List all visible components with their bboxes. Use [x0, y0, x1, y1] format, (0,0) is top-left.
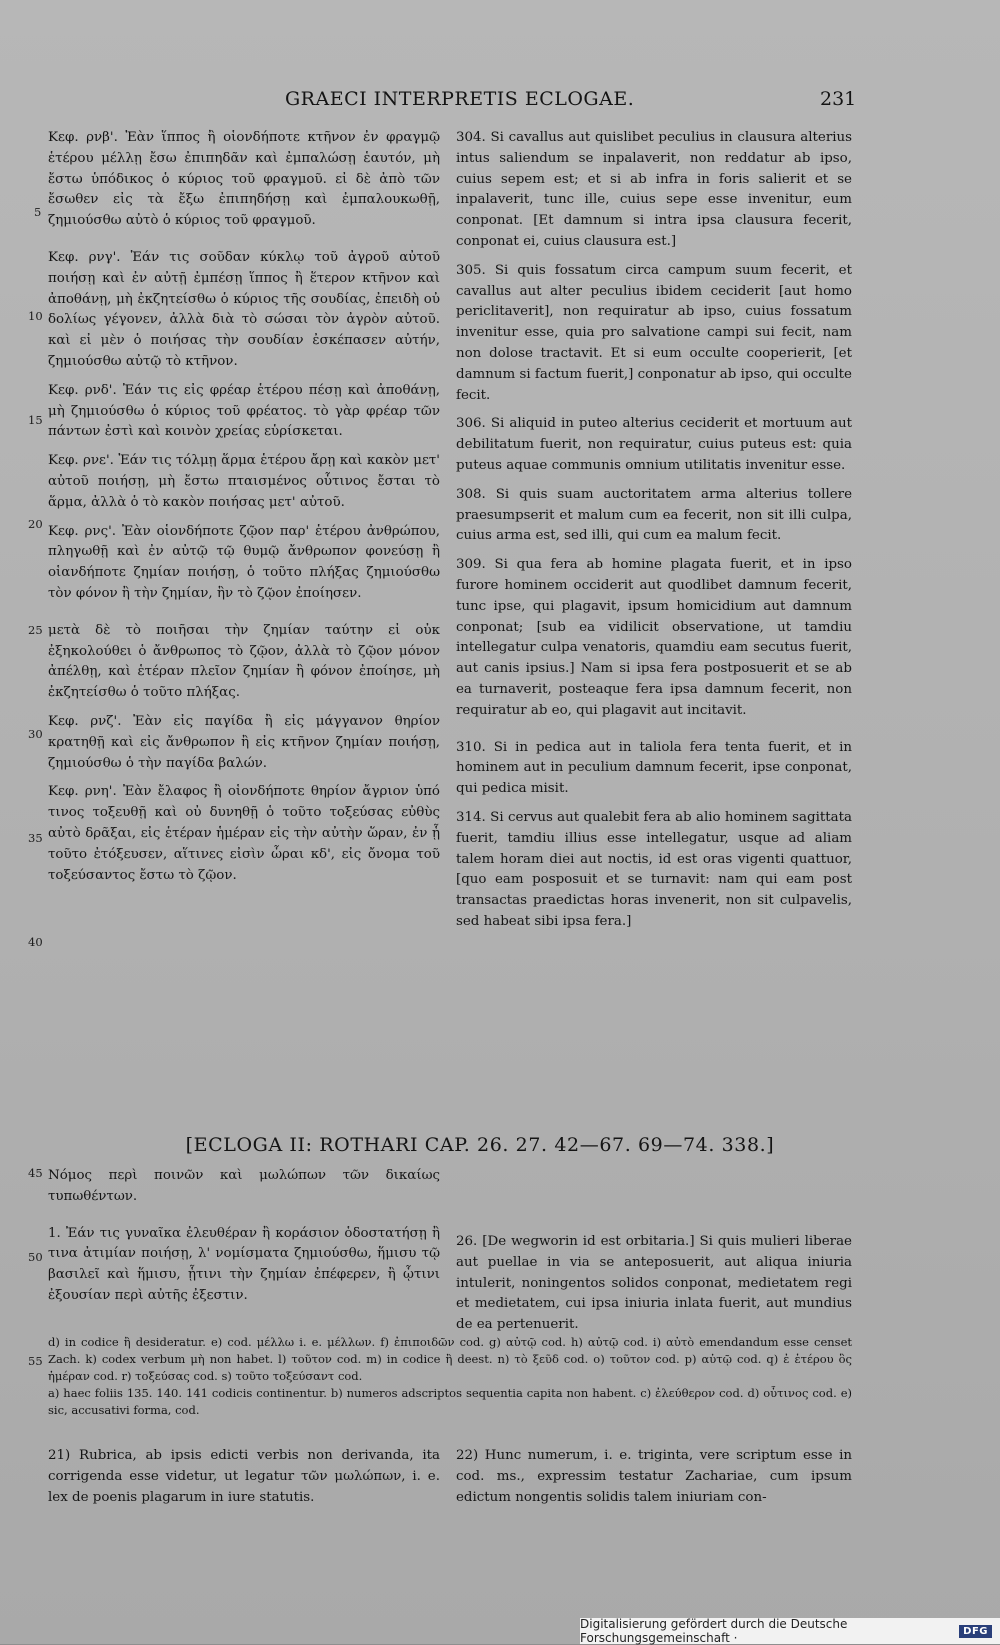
- line-number-15: 15: [28, 413, 43, 427]
- latin-chapter-310: 310. Si in pedica aut in taliola fera tenta fuerit, et in hominem aut in peculium damnum fecerit, ipse conponat, qui pedica misit.: [456, 739, 852, 797]
- line-number-20: 20: [28, 517, 43, 531]
- latin-chapter-309: 309. Si qua fera ab homine plagata fuerit, et in ipso furore hominem occiderit aut quodlibet damnum fecerit, tunc ipse, qui plagavit, ipsum homicidium aut damnum conponat; [sub ea vidilicit observatione, ut tamdiu intellegatur culpa venatoris, quamdiu eam secutus fuerit, aut canis ipsius.] Nam si ipsa fera postposuerit et se ab ea turnaverit, posteaque fera ipsa damnum fecerit, non requiratur ab eo, qui plagavit aut incitavit.: [456, 557, 852, 718]
- greek-chapter-156-continued: μετὰ δὲ τὸ ποιῆσαι τὴν ζημίαν ταύτην εἰ οὐκ ἐξηκολούθει ὁ ἄνθρωπος τὸ ζῷον, ἀλλὰ τὸ ζῷον μόνον ἀπέλθῃ, καὶ ἑτέραν πλεῖον ζημίαν ἢ φόνον ἐποίησε, μὴ ἐκζητείσθω ὁ τοῦτο πλήξας.: [48, 622, 440, 701]
- credit-text: Digitalisierung gefördert durch die Deutsche Forschungsgemeinschaft ·: [580, 1617, 848, 1645]
- latin-column: [456, 128, 852, 933]
- critical-apparatus: [48, 1334, 852, 1419]
- line-number-30: 30: [28, 727, 43, 741]
- greek-chapter-152: Κεφ. ρνβ'. Ἐὰν ἵππος ἢ οἱονδήποτε κτῆνον ἐν φραγμῷ ἑτέρου μέλλῃ ἔσω ἐπιπηδᾶν καὶ ἐμπαλώσῃ ἑαυτόν, μὴ ἔστω ὑπόδικος ὁ κύριος τοῦ φραγμοῦ. εἰ δὲ ἀπὸ τῶν ἔσωθεν εἰς τὰ ἔξω ἐπιπηδήσῃ καὶ ἐμπαλουκωθῇ, ζημιούσθω αὐτὸ ὁ κύριος τοῦ φραγμοῦ.: [48, 130, 440, 229]
- lower-latin-column: [456, 1232, 852, 1336]
- line-number-50: 50: [28, 1250, 43, 1264]
- line-number-35: 35: [28, 831, 43, 845]
- greek-law-1: 1. Ἐάν τις γυναῖκα ἐλευθέραν ἢ κοράσιον ὁδοστατήσῃ ἢ τινα ἀτιμίαν ποιήσῃ, λ' νομίσματα ζημιούσθω, ἥμισυ τῷ βασιλεῖ καὶ ἥμισυ, ᾗτινι τὴν ζημίαν ἐπέφερεν, ἢ ᾧτινι ἐξουσίαν περὶ αὐτῆς ἐξεστιν.: [48, 1225, 440, 1303]
- latin-chapter-26: 26. [De wegworin id est orbitaria.] Si quis mulieri liberae aut puellae in via se anteposuerit, aut aliqua iniuria intulerit, noningentos solidos conponat, medietatem regi et medietatem, cui ipsa iniuria inlata fuerit, aut mundius de ea pertenuerit.: [456, 1234, 852, 1333]
- latin-chapter-304: 304. Si cavallus aut quislibet peculius in clausura alterius intus saliendum se inpalaverit, non reddatur ab ipso, cuius sepem est; et si ab infra in foris salierit et se inpalaverit, tunc ille, cuius sepe esse invenitur, eum conponat. [Et damnum si intra ipsa clausura fecerit, conponat ei, cuius clausura est.]: [456, 130, 852, 249]
- line-number-55: 55: [28, 1354, 43, 1368]
- greek-rubric: Νόμος περὶ ποινῶν καὶ μωλώπων τῶν δικαίως τυπωθέντων.: [48, 1168, 440, 1204]
- latin-chapter-305: 305. Si quis fossatum circa campum suum fecerit, et cavallus aut alter peculius ibidem ceciderit [aut homo periclitaverit], non requiratur ab ipso, cuius fossatum invenitur esse, quia pro salvatione campi sui fecit, nam non dolose tractavit. Et si eum occulte cooperierit, [et damnum si factum fuerit,] conponatur ab ipso, qui occulte fecit.: [456, 262, 852, 403]
- latin-chapter-308: 308. Si quis suam auctoritatem arma alterius tollere praesumpserit et malum cum ea fecerit, non sit illi culpa, cuius arma est, sed illi, qui cum ea malum fecit.: [456, 486, 852, 544]
- latin-chapter-306: 306. Si aliquid in puteo alterius ceciderit et mortuum aut debilitatum fuerit, non requiratur, cuius puteus est: quia puteus aquae communis omnium utilitatis invenitur esse.: [456, 416, 852, 473]
- dfg-logo-icon: DFG: [959, 1625, 992, 1638]
- page-number: 231: [820, 88, 857, 110]
- greek-chapter-157: Κεφ. ρνζ'. Ἐὰν εἰς παγίδα ἢ εἰς μάγγανον θηρίον κρατηθῇ καὶ εἰς ἄνθρωπον ἢ εἰς κτῆνον ζημίαν ποιήσῃ, ζημιούσθω ὁ τὴν παγίδα βαλών.: [48, 713, 440, 771]
- line-number-45: 45: [28, 1166, 43, 1180]
- line-number-25: 25: [28, 623, 43, 637]
- editorial-note-21: 21) Rubrica, ab ipsis edicti verbis non derivanda, ita corrigenda esse videtur, ut legatur τῶν μωλώπων, i. e. lex de poenis plagarum in iure statutis.: [48, 1448, 440, 1505]
- footnote-block-1: d) in codice ἢ desideratur. e) cod. μέλλω i. e. μέλλων. f) ἐπιποιδῶν cod. g) αὐτῷ cod. h) αὐτῷ cod. i) αὐτὸ emendandum esse censet Zach. k) codex verbum μὴ non habet. l) τοῦτον cod. m) in codice ἢ deest. n) τὸ ξεῦδ cod. o) τοῦτον cod. p) αὐτῷ cod. q) ἐ ἑτέρου ὃς ἡμέραν cod. r) τοξεύσας cod. s) τοῦτο τοξεύσαντ cod.: [48, 1335, 852, 1383]
- digitization-credit: [580, 1618, 1000, 1644]
- greek-chapter-155: Κεφ. ρνε'. Ἐάν τις τόλμῃ ἅρμα ἑτέρου ἄρῃ καὶ κακὸν μετ' αὐτοῦ ποιήσῃ, μὴ ἔστω πταισμένος οὗτινος ἔσται τὸ ἅρμα, ἀλλὰ ὁ τὸ κακὸν ποιήσας μετ' αὐτοῦ.: [48, 453, 440, 510]
- lower-greek-column: [48, 1166, 440, 1307]
- latin-chapter-314: 314. Si cervus aut qualebit fera ab alio hominem sagittata fuerit, tamdiu illius esse intellegatur, usque ad aliam talem horam diei aut noctis, id est oras vigenti quattuor, [quo eam posposuit et se turnavit: nam qui eam post transactas praedictas horas invenerit, non sit culpavelis, sed habeat sibi ipsa fera.]: [456, 809, 852, 929]
- greek-chapter-156: Κεφ. ρνς'. Ἐὰν οἱονδήποτε ζῷον παρ' ἑτέρου ἀνθρώπου, πληγωθῇ καὶ ἐν αὐτῷ τῷ θυμῷ ἄνθρωπον φονεύσῃ ἢ οἱανδήποτε ζημίαν ποιήσῃ, ὁ τοῦτο πλήξας ζημιούσθω τὸν φόνον ἢ τὴν ζημίαν, ἣν τὸ ζῷον ἐποίησεν.: [48, 523, 440, 601]
- greek-column: [48, 128, 440, 886]
- editorial-note-22: 22) Hunc numerum, i. e. triginta, vere scriptum esse in cod. ms., expressim testatur Zachariae, cum ipsum edictum nongentis solidis talem iniuriam con-: [456, 1448, 852, 1505]
- footnote-block-2: a) haec foliis 135. 140. 141 codicis continentur. b) numeros adscriptos sequentia capita non habent. c) ἐλεύθερον cod. d) οὗτινος cod. e) sic, accusativi forma, cod.: [48, 1386, 852, 1417]
- greek-chapter-154: Κεφ. ρνδ'. Ἐάν τις εἰς φρέαρ ἑτέρου πέσῃ καὶ ἀποθάνῃ, μὴ ζημιούσθω ὁ κύριος τοῦ φρέατος. τὸ γὰρ φρέαρ τῶν πάντων ἐστὶ καὶ κοινὸν χρείας εὑρίσκεται.: [48, 382, 440, 440]
- line-number-5: 5: [34, 205, 42, 219]
- greek-chapter-153: Κεφ. ρνγ'. Ἐάν τις σοῦδαν κύκλῳ τοῦ ἀγροῦ αὐτοῦ ποιήσῃ καὶ ἐν αὐτῇ ἐμπέσῃ ἵππος ἢ ἕτερον κτῆνον καὶ ἀποθάνῃ, μὴ ἐκζητείσθω ὁ κύριος τῆς σουδίας, ἐπειδὴ οὐ δολίως γέγονεν, ἀλλὰ διὰ τὸ σώσαι τὸν ἀγρὸν αὐτοῦ. καὶ εἰ μὲν ὁ ποιήσας τὴν σουδίαν ἐσκέπασεν αὐτήν, ζημιούσθω αὐτῷ τὸ κτῆνον.: [48, 249, 440, 369]
- line-number-10: 10: [28, 309, 43, 323]
- running-head-title: GRAECI INTERPRETIS ECLOGAE.: [285, 88, 635, 110]
- line-number-40: 40: [28, 935, 43, 949]
- eclogue-heading: [ECLOGA II: ROTHARI CAP. 26. 27. 42—67. 69—74. 338.]: [185, 1134, 775, 1156]
- greek-chapter-158: Κεφ. ρνη'. Ἐὰν ἔλαφος ἢ οἱονδήποτε θηρίον ἄγριον ὑπό τινος τοξευθῇ καὶ οὐ δυνηθῇ ὁ τοῦτο τοξεύσας εὐθὺς αὐτὸ δρᾶξαι, εἰς ἑτέραν ἡμέραν εἰς τὴν αὐτὴν ὥραν, ἐν ᾗ τοῦτο ἐτόξευσεν, αἵτινες εἰσὶν ὧραι κδ', εἰς ὄνομα τοῦ τοξεύσαντος ἔστω τὸ ζῷον.: [48, 784, 440, 883]
